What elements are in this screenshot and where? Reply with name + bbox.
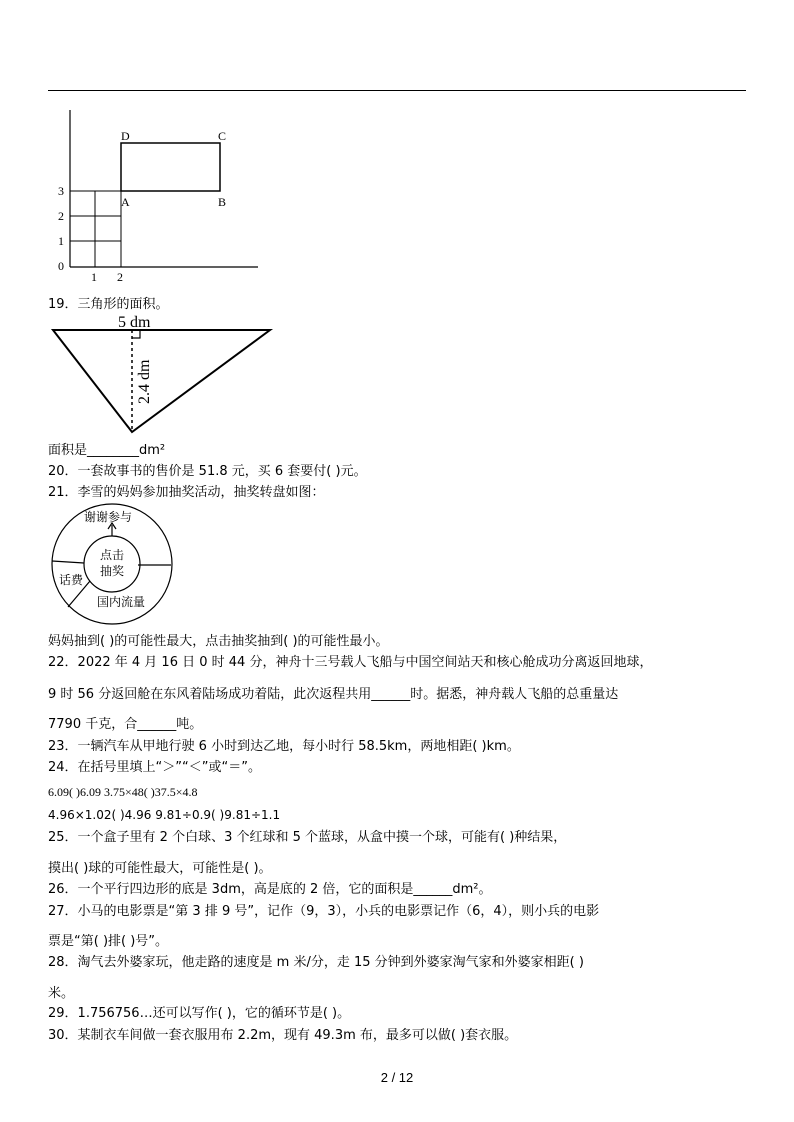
wheel-center-label: 点击 <box>100 548 125 562</box>
sector-label-bottom: 国内流量 <box>97 595 146 609</box>
question-28-line2: 米。 <box>48 986 75 1001</box>
vertex-label-d: D <box>121 129 130 143</box>
question-22-line1: 22．2022 年 4 月 16 日 0 时 44 分，神舟十三号载人飞船与中国空间站天和核心舱成功分离返回地球， <box>48 655 653 670</box>
question-23: 23．一辆汽车从甲地行驶 6 小时到达乙地，每小时行 58.5km，两地相距( )km。 <box>48 739 520 754</box>
sector-label-top: 谢谢参与 <box>84 510 133 524</box>
question-25-line1: 25．一个盒子里有 2 个白球、3 个红球和 5 个蓝球，从盒中摸一个球，可能有( )种结果， <box>48 830 567 845</box>
right-angle-mark <box>132 330 140 338</box>
question-30: 30．某制衣车间做一套衣服用布 2.2m，现有 49.3m 布，最多可以做( )套衣服。 <box>48 1028 518 1043</box>
question-20: 20．一套故事书的售价是 51.8 元，买 6 套要付( )元。 <box>48 464 367 479</box>
x-tick-label: 1 <box>91 270 97 282</box>
header-rule <box>48 90 746 91</box>
vertex-label-b: B <box>218 195 227 209</box>
base-label: 5 dm <box>118 314 151 331</box>
question-22-line3: 7790 千克，合______吨。 <box>48 717 203 732</box>
question-26: 26．一个平行四边形的底是 3dm，高是底的 2 倍，它的面积是______dm²。 <box>48 882 492 897</box>
coordinate-grid-figure <box>48 100 268 282</box>
y-tick-label: 0 <box>58 259 64 273</box>
question-27-line2: 票是“第( )排( )号”。 <box>48 934 169 949</box>
question-24-row1: 6.09( )6.09 3.75×48( )37.5×4.8 <box>48 785 198 799</box>
y-tick-label: 3 <box>58 184 64 198</box>
question-28-line1: 28．淘气去外婆家玩，他走路的速度是 m 米/分，走 15 分钟到外婆家淘气家和外婆家相距( ) <box>48 955 584 970</box>
triangle-figure <box>48 312 278 437</box>
question-27-line1: 27．小马的电影票是“第 3 排 9 号”，记作（9，3），小兵的电影票记作（6，4），则小兵的电影 <box>48 904 600 919</box>
lottery-wheel <box>48 503 178 628</box>
y-tick-label: 1 <box>58 234 64 248</box>
x-tick-label: 2 <box>117 270 123 282</box>
page-number: 2 / 12 <box>380 1070 414 1085</box>
question-24: 24．在括号里填上“＞”“＜”或“＝”。 <box>48 760 261 775</box>
question-21: 21．李雪的妈妈参加抽奖活动，抽奖转盘如图： <box>48 485 325 500</box>
vertex-label-c: C <box>218 129 227 143</box>
question-25-line2: 摸出( )球的可能性最大，可能性是( )。 <box>48 861 272 876</box>
question-19: 19．三角形的面积。 <box>48 297 169 312</box>
wheel-center-label: 抽奖 <box>100 564 125 578</box>
question-19-answer: 面积是________dm² <box>48 443 166 458</box>
question-22-line2: 9 时 56 分返回舱在东风着陆场成功着陆，此次返程共用______时。据悉，神舟载人飞船的总重量达 <box>48 687 619 702</box>
y-tick-label: 2 <box>58 209 64 223</box>
rectangle-abcd <box>121 143 220 191</box>
height-label: 2.4 dm <box>136 359 153 404</box>
question-21-answer: 妈妈抽到( )的可能性最大，点击抽奖抽到( )的可能性最小。 <box>48 634 389 649</box>
question-29: 29．1.756756…还可以写作( )，它的循环节是( )。 <box>48 1006 351 1021</box>
question-24-row2: 4.96×1.02( )4.96 9.81÷0.9( )9.81÷1.1 <box>48 808 281 822</box>
sector-label-left: 话费 <box>59 573 84 587</box>
vertex-label-a: A <box>121 195 130 209</box>
